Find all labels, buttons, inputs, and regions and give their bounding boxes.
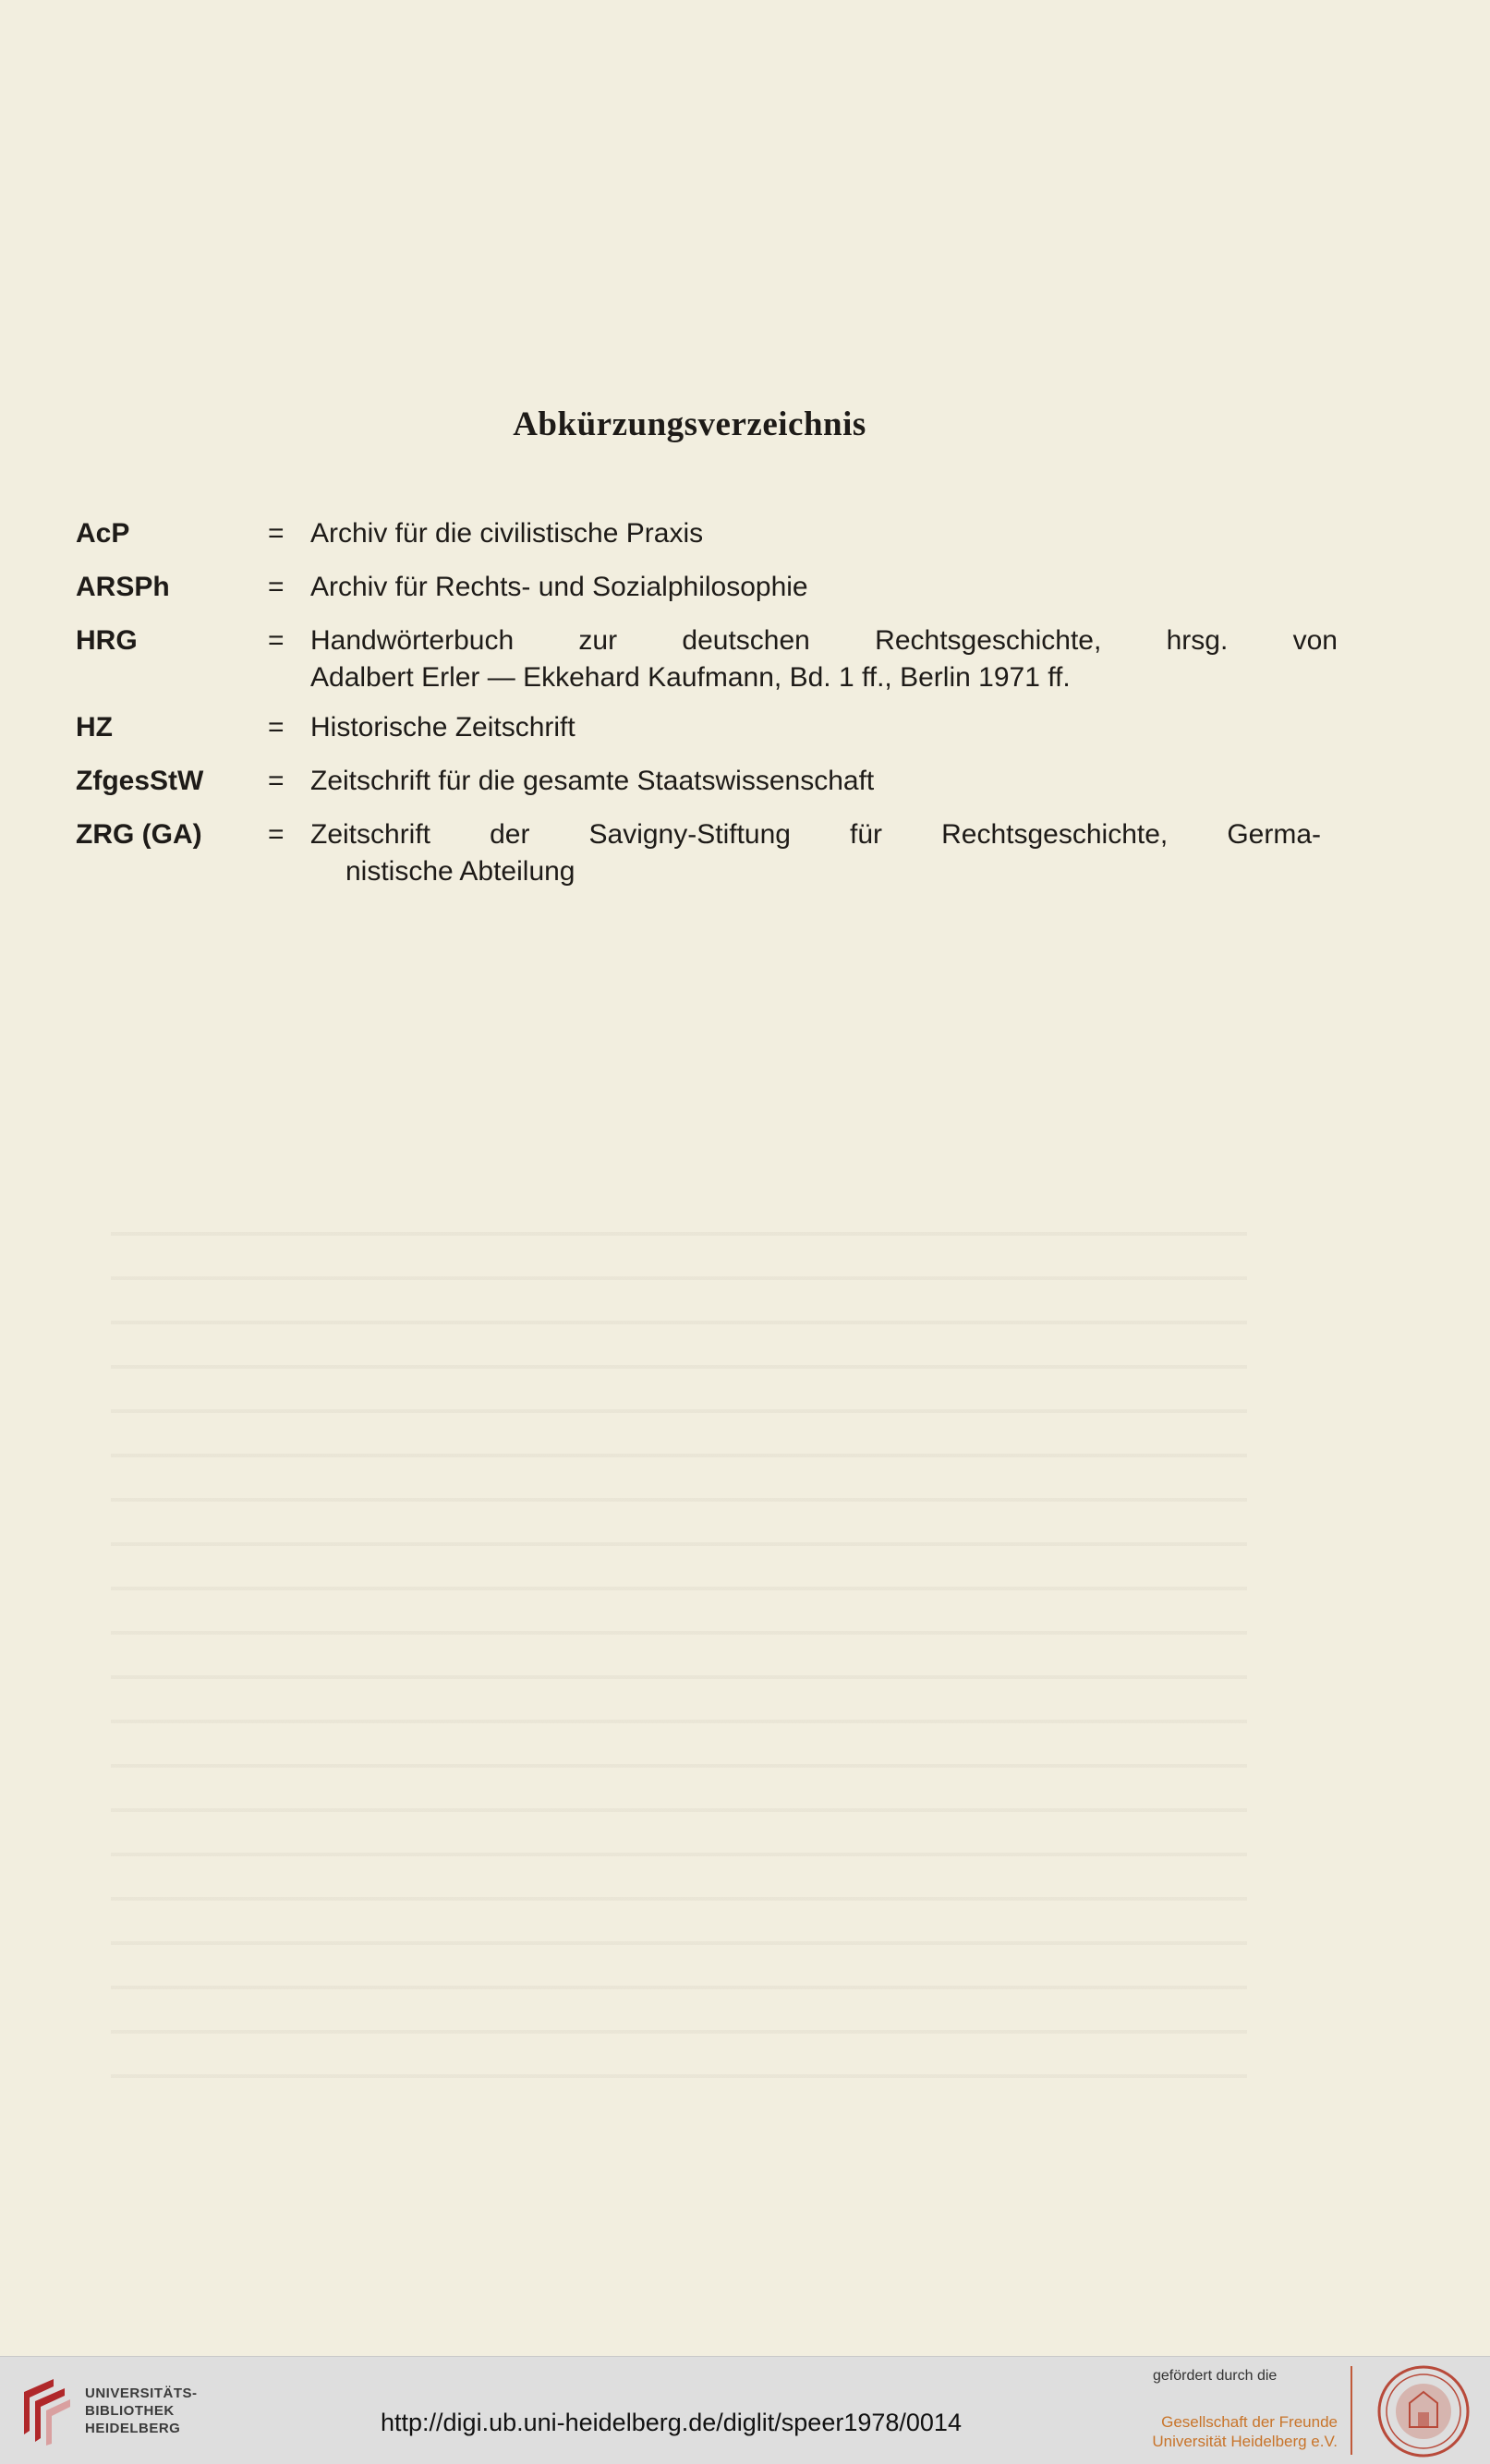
definition-line: nistische Abteilung <box>345 856 575 887</box>
definition-line: Zeitschrift der Savigny-Stiftung für Rechtsgeschichte, Germa- <box>310 819 1321 850</box>
library-name <box>85 2385 198 2437</box>
footer-divider <box>1351 2366 1352 2455</box>
permalink-url[interactable]: http://digi.ub.uni-heidelberg.de/diglit/speer1978/0014 <box>381 2409 962 2436</box>
equals-sign: = <box>268 712 285 743</box>
page-title: Abkürzungsverzeichnis <box>513 405 866 443</box>
equals-sign: = <box>268 572 285 602</box>
definition <box>310 816 1345 890</box>
definition-line: Zeitschrift für die gesamte Staatswissenschaft <box>310 766 875 796</box>
equals-sign: = <box>268 518 285 549</box>
library-name-line: UNIVERSITÄTS- <box>85 2385 198 2401</box>
definition-line: Archiv für die civilistische Praxis <box>310 518 704 549</box>
definition-line: Handwörterbuch zur deutschen Rechtsgeschichte, hrsg. von <box>310 625 1338 656</box>
footer-bar <box>0 2356 1490 2464</box>
equals-sign: = <box>268 625 285 656</box>
sponsor-name[interactable] <box>1145 2412 1338 2451</box>
definition <box>310 709 1345 746</box>
definition <box>310 622 1345 696</box>
equals-sign: = <box>268 766 285 796</box>
library-name-line: HEIDELBERG <box>85 2421 181 2436</box>
equals-sign: = <box>268 819 285 850</box>
show-through-text <box>111 1201 1247 2087</box>
sponsor-name-line: Gesellschaft der Freunde <box>1161 2413 1338 2431</box>
library-name-line: BIBLIOTHEK <box>85 2403 175 2419</box>
library-logo-icon[interactable] <box>17 2373 76 2447</box>
sponsor-name-line: Universität Heidelberg e.V. <box>1152 2433 1338 2450</box>
definition-line: Archiv für Rechts- und Sozialphilosophie <box>310 572 808 602</box>
definition <box>310 569 1345 606</box>
abbreviation: HRG <box>76 625 138 656</box>
abbreviation: HZ <box>76 712 113 743</box>
abbreviation: ZfgesStW <box>76 766 204 796</box>
abbreviation: AcP <box>76 518 130 549</box>
definition-line: Historische Zeitschrift <box>310 712 575 743</box>
definition-line: Adalbert Erler — Ekkehard Kaufmann, Bd. 1 ff., Berlin 1971 ff. <box>310 662 1071 693</box>
sponsor-label: gefördert durch die <box>1153 2368 1278 2384</box>
abbreviation: ZRG (GA) <box>76 819 202 850</box>
definition <box>310 515 1345 552</box>
abbreviation: ARSPh <box>76 572 170 602</box>
university-seal-icon <box>1373 2362 1474 2460</box>
definition <box>310 763 1345 800</box>
